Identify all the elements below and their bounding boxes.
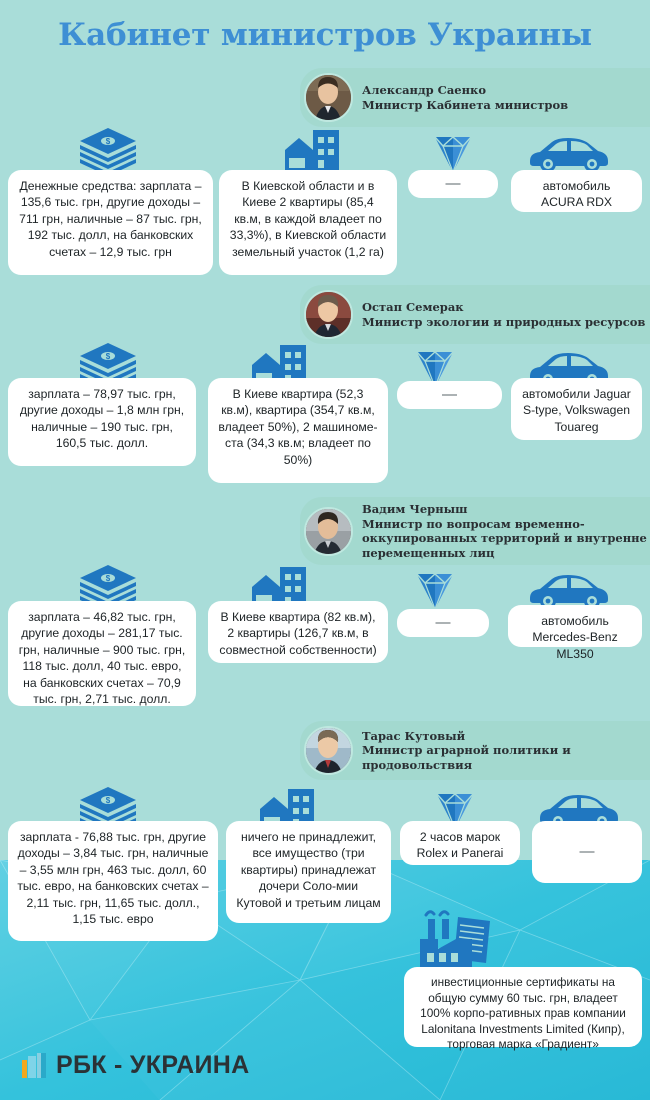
card-valuables-kutovyi: 2 часов марок Rolex и Panerai	[400, 821, 520, 865]
person-text-semerak	[362, 300, 645, 329]
avatar-kutovyi	[304, 726, 353, 775]
avatar-semerak	[304, 290, 353, 339]
factory-document-icon	[416, 905, 508, 971]
card-house-chernysh: В Киеве квартира (82 кв.м), 2 квартиры (126,7 кв.м, в совместной собственности)	[208, 601, 388, 663]
card-car-kutovyi: —	[532, 821, 642, 883]
house-icon	[283, 128, 341, 174]
card-house-saenko: В Киевской области и в Киеве 2 квартиры (85,4 кв.м, в каждой владеет по 33,3%), в Киевской области земельный участок (1,2 га)	[219, 170, 397, 275]
svg-text:$: $	[105, 352, 111, 361]
avatar-saenko	[304, 73, 353, 122]
svg-text:$: $	[105, 796, 111, 805]
card-money-semerak: зарплата – 78,97 тыс. грн, другие доходы – 1,8 млн грн, наличные – 190 тыс. грн, 160,5 тыс. долл.	[8, 378, 196, 466]
rbc-ukraine-logo	[22, 1051, 249, 1080]
card-car-semerak: автомобили Jaguar S-type, Volkswagen Touareg	[511, 378, 642, 440]
avatar-chernysh	[304, 507, 353, 556]
rbc-logo-text: РБК - УКРАИНА	[56, 1051, 250, 1079]
card-money-kutovyi: зарплата - 76,88 тыс. грн, другие доходы – 3,84 тыс. грн, наличные – 3,55 млн грн, 463 тыс. долл, 60 тыс. евро, на банковских счетах – 2,11 тыс. грн, 11,65 тыс. долл., 1,15 тыс. евро	[8, 821, 218, 941]
person-banner-chernysh	[300, 497, 650, 565]
diamond-icon	[432, 132, 474, 174]
rbc-logo-mark-icon	[22, 1053, 49, 1078]
person-name: Вадим Черныш	[362, 502, 468, 516]
card-valuables-saenko: —	[408, 170, 498, 198]
person-name: Александр Саенко	[362, 83, 486, 97]
svg-text:$: $	[105, 574, 111, 583]
person-banner-semerak	[300, 285, 650, 344]
person-role: Министр по вопросам временно-оккупированных территорий и внутренне перемещенных лиц	[362, 516, 647, 560]
card-extra-kutovyi: инвестиционные сертификаты на общую сумму 60 тыс. грн, владеет 100% корпо-ративных прав компании Lalonitana Investments Limited (Кипр), торговая марка «Градиент»	[404, 967, 642, 1047]
person-text-saenko	[362, 83, 568, 112]
diamond-icon	[414, 569, 456, 611]
person-banner-kutovyi	[300, 721, 650, 780]
person-role: Министр экологии и природных ресурсов	[362, 314, 646, 329]
card-house-semerak: В Киеве квартира (52,3 кв.м), квартира (354,7 кв.м, владеет 50%), 2 машиноме-ста (34,3 кв.м; владеет по 50%)	[208, 378, 388, 483]
person-name: Тарас Кутовый	[362, 728, 466, 743]
card-house-kutovyi: ничего не принадлежит, все имущество (три квартиры) принадлежат дочери Соло-мии Кутовой и третьим лицам	[226, 821, 391, 923]
svg-text:$: $	[105, 137, 111, 146]
card-valuables-chernysh: —	[397, 609, 489, 637]
card-car-chernysh: автомобиль Mercedes-Benz ML350	[508, 605, 642, 647]
person-text-chernysh	[362, 502, 650, 560]
person-text-kutovyi	[362, 729, 650, 773]
card-money-chernysh: зарплата – 46,82 тыс. грн, другие доходы – 281,17 тыс. грн, наличные – 900 тыс. грн, 118 тыс. долл, 40 тыс. евро, на банковских счетах – 70,9 тыс. грн, 2,71 тыс. долл.	[8, 601, 196, 706]
car-icon	[526, 134, 612, 174]
person-role: Министр аграрной политики и продовольствия	[362, 743, 571, 772]
card-car-saenko: автомобиль ACURA RDX	[511, 170, 642, 212]
card-valuables-semerak: —	[397, 381, 502, 409]
person-name: Остап Семерак	[362, 300, 464, 314]
card-money-saenko: Денежные средства: зарплата – 135,6 тыс. грн, другие доходы – 711 грн, наличные – 87 тыс. грн, 192 тыс. долл, на банковских счетах – 12,9 тыс. грн	[8, 170, 213, 275]
page-title: Кабинет министров Украины	[58, 17, 592, 53]
money-stack-icon	[78, 128, 138, 174]
person-role: Министр Кабинета министров	[362, 97, 569, 112]
person-banner-saenko	[300, 68, 650, 127]
